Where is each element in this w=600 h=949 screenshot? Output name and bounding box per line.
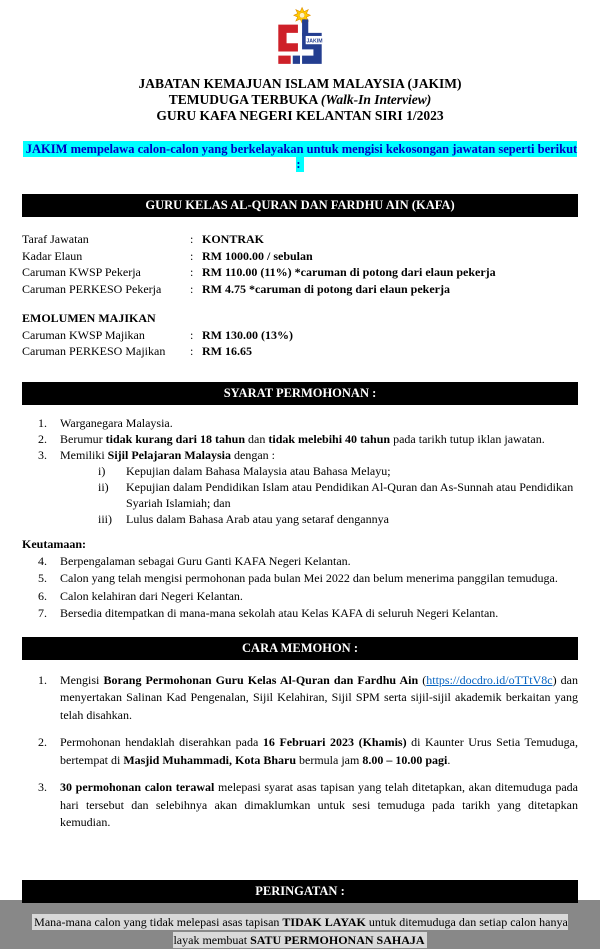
item-number: 2. xyxy=(38,431,47,446)
sub-requirement-item xyxy=(22,463,578,479)
application-step xyxy=(22,672,578,725)
item-number: 3. xyxy=(38,447,47,462)
item-text: Bersedia ditempatkan di mana-mana sekolah atau Kelas KAFA di seluruh Negeri Kelantan. xyxy=(60,606,499,620)
item-text: Memiliki Sijil Pelajaran Malaysia dengan : xyxy=(60,447,275,462)
emolumen-heading: EMOLUMEN MAJIKAN xyxy=(22,311,156,325)
row-value: RM 110.00 (11%) *caruman di potong dari elaun pekerja xyxy=(202,265,496,279)
job-details xyxy=(22,231,578,360)
jakim-logo xyxy=(22,6,578,68)
item-text: Berumur tidak kurang dari 18 tahun dan tidak melebihi 40 tahun pada tarikh tutup iklan jawatan. xyxy=(60,431,545,446)
item-text: 30 permohonan calon terawal melepasi syarat asas tapisan yang telah ditetapkan, akan ditemuduga pada hari tersebut dan selebihnya akan dimaklumkan untuk sesi temuduga pada tarikh yang ditetapkan kemudian. xyxy=(60,780,578,829)
job-detail-row xyxy=(22,231,578,248)
row-separator: : xyxy=(190,265,194,279)
requirement-item xyxy=(22,447,578,463)
priority-item xyxy=(22,553,578,571)
row-label: Caruman PERKESO Pekerja xyxy=(22,281,162,296)
row-separator: : xyxy=(190,281,194,296)
requirement-item xyxy=(22,415,578,431)
priority-item xyxy=(22,570,578,588)
row-label: Taraf Jawatan xyxy=(22,232,89,246)
job-detail-row xyxy=(22,327,578,344)
section-bar-peringatan: PERINGATAN : xyxy=(22,880,578,903)
row-value: KONTRAK xyxy=(202,232,265,246)
intro-line xyxy=(22,142,578,172)
item-number: 4. xyxy=(38,553,47,568)
item-number: 2. xyxy=(38,735,47,749)
item-number: 6. xyxy=(38,588,47,603)
intro-highlight: JAKIM mempelawa calon-calon yang berkelayakan untuk mengisi kekosongan jawatan seperti berikut : xyxy=(23,141,577,172)
priority-list xyxy=(22,553,578,623)
sub-requirement-item xyxy=(22,479,578,511)
warning-line xyxy=(22,913,578,949)
logo-label: JAKIM xyxy=(306,38,323,45)
item-text: Kepujian dalam Bahasa Malaysia atau Bahasa Melayu; xyxy=(126,463,391,478)
item-text: Kepujian dalam Pendidikan Islam atau Pendidikan Al-Quran dan As-Sunnah atau Pendidikan Syariah Islamiah; dan xyxy=(126,479,574,510)
section-bar-syarat: SYARAT PERMOHONAN : xyxy=(22,382,578,405)
job-detail-row xyxy=(22,264,578,281)
item-text: Calon kelahiran dari Negeri Kelantan. xyxy=(60,588,243,603)
application-step xyxy=(22,779,578,832)
row-separator: : xyxy=(190,327,194,342)
item-number: i) xyxy=(98,463,106,478)
application-link[interactable]: https://docdro.id/oTTtV8c xyxy=(426,672,553,687)
section-bar-cara: CARA MEMOHON : xyxy=(22,637,578,660)
row-label: Caruman KWSP Majikan xyxy=(22,327,145,342)
row-value: RM 1000.00 / sebulan xyxy=(202,248,313,263)
item-text: Berpengalaman sebagai Guru Ganti KAFA Negeri Kelantan. xyxy=(60,553,351,568)
row-value: RM 16.65 xyxy=(202,344,252,358)
item-text: Permohonan hendaklah diserahkan pada 16 Februari 2023 (Khamis) di Kaunter Urus Setia Temuduga, bertempat di Masjid Muhammadi, Kota Bharu bermula jam 8.00 – 10.00 pagi. xyxy=(60,735,578,767)
item-number: iii) xyxy=(98,511,112,526)
item-number: 7. xyxy=(38,606,47,620)
row-value: RM 4.75 *caruman di potong dari elaun pekerja xyxy=(202,281,451,296)
warning-text: Mana-mana calon yang tidak melepasi asas tapisan TIDAK LAYAK untuk ditemuduga dan setiap calon hanya layak membuat SATU PERMOHONAN SAHAJA xyxy=(34,914,568,947)
item-number: ii) xyxy=(98,479,109,494)
application-steps xyxy=(22,672,578,832)
keutamaan-heading: Keutamaan: xyxy=(22,536,86,551)
item-number: 3. xyxy=(38,780,47,794)
row-label: Kadar Elaun xyxy=(22,248,83,263)
item-text: Warganegara Malaysia. xyxy=(60,415,173,430)
row-separator: : xyxy=(190,248,194,263)
priority-item xyxy=(22,605,578,623)
item-number: 1. xyxy=(38,415,47,430)
row-label: Caruman PERKESO Majikan xyxy=(22,344,166,358)
header-org-name: JABATAN KEMAJUAN ISLAM MALAYSIA (JAKIM) xyxy=(138,76,462,91)
application-step xyxy=(22,734,578,769)
jakim-logo-graphic xyxy=(271,6,329,68)
row-label: Caruman KWSP Pekerja xyxy=(22,265,141,279)
job-detail-row xyxy=(22,281,578,298)
row-separator: : xyxy=(190,232,194,246)
header-series: GURU KAFA NEGERI KELANTAN SIRI 1/2023 xyxy=(156,108,444,123)
section-bar-job-title: GURU KELAS AL-QURAN DAN FARDHU AIN (KAFA) xyxy=(22,194,578,217)
document-header xyxy=(22,76,578,124)
job-detail-row xyxy=(22,343,578,360)
sub-requirement-item xyxy=(22,511,578,527)
row-value: RM 130.00 (13%) xyxy=(202,327,293,342)
item-number: 1. xyxy=(38,672,47,687)
requirement-item xyxy=(22,431,578,447)
item-number: 5. xyxy=(38,571,47,585)
priority-item xyxy=(22,588,578,606)
requirements-list xyxy=(22,415,578,623)
header-subtitle: TEMUDUGA TERBUKA (Walk-In Interview) xyxy=(168,92,432,107)
item-text: Lulus dalam Bahasa Arab atau yang setaraf dengannya xyxy=(126,511,389,526)
item-text: Mengisi Borang Permohonan Guru Kelas Al-Quran dan Fardhu Ain (https://docdro.id/oTTtV8c) dan menyertakan Salinan Kad Pengenalan, Sijil Kelahiran, Sijil SPM serta sijil-sijil akademik berkaitan yang telah disahkan. xyxy=(60,672,578,722)
item-text: Calon yang telah mengisi permohonan pada bulan Mei 2022 dan belum menerima panggilan temuduga. xyxy=(60,571,558,585)
row-separator: : xyxy=(190,344,194,358)
job-detail-row xyxy=(22,248,578,265)
